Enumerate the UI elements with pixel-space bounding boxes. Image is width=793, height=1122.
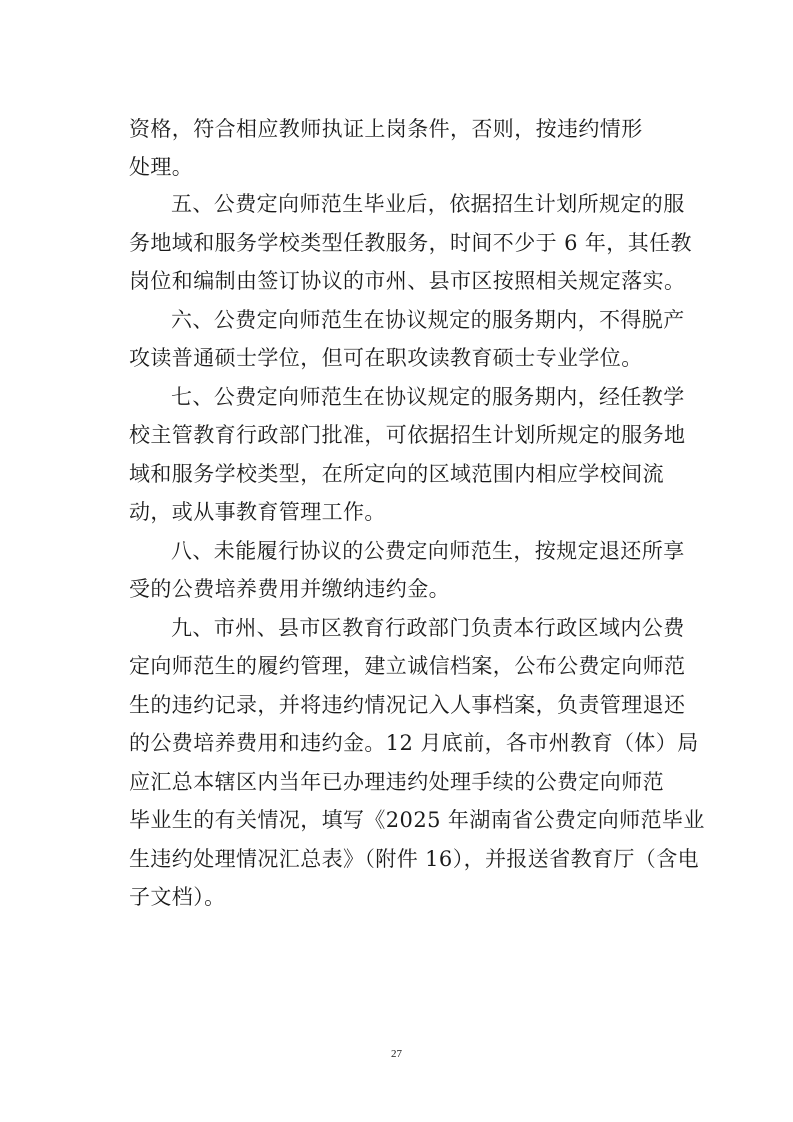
body-text-line: 子文档）。 bbox=[129, 885, 226, 909]
body-text-line: 的公费培养费用和违约金。12 月底前，各市州教育（体）局 bbox=[129, 731, 699, 755]
body-text-line: 资格，符合相应教师执证上岗条件，否则，按违约情形 bbox=[129, 117, 643, 141]
body-text-line: 定向师范生的履约管理，建立诚信档案，公布公费定向师范 bbox=[129, 654, 686, 678]
body-text-line: 域和服务学校类型，在所定向的区域范围内相应学校间流 bbox=[129, 462, 664, 486]
body-text-line: 受的公费培养费用并缴纳违约金。 bbox=[129, 577, 450, 601]
body-text-line: 攻读普通硕士学位，但可在职攻读教育硕士专业学位。 bbox=[129, 346, 643, 370]
body-text-line: 务地域和服务学校类型任教服务，时间不少于 6 年，其任教 bbox=[129, 231, 692, 255]
paragraph-8-start: 八、未能履行协议的公费定向师范生，按规定退还所享 bbox=[171, 539, 685, 563]
body-text-line: 毕业生的有关情况，填写《2025 年湖南省公费定向师范毕业 bbox=[129, 808, 705, 832]
body-text-line: 岗位和编制由签订协议的市州、县市区按照相关规定落实。 bbox=[129, 269, 686, 293]
body-text-line: 动，或从事教育管理工作。 bbox=[129, 500, 386, 524]
body-text-line: 应汇总本辖区内当年已办理违约处理手续的公费定向师范 bbox=[129, 770, 664, 794]
paragraph-6-start: 六、公费定向师范生在协议规定的服务期内，不得脱产 bbox=[171, 308, 685, 332]
body-text-line: 生的违约记录，并将违约情况记入人事档案，负责管理退还 bbox=[129, 693, 686, 717]
paragraph-9-start: 九、市州、县市区教育行政部门负责本行政区域内公费 bbox=[171, 616, 685, 640]
body-text-line: 生违约处理情况汇总表》（附件 16），并报送省教育厅（含电 bbox=[129, 847, 699, 871]
page-number: 27 bbox=[391, 1048, 402, 1060]
paragraph-7-start: 七、公费定向师范生在协议规定的服务期内，经任教学 bbox=[171, 385, 685, 409]
body-text-line: 校主管教育行政部门批准，可依据招生计划所规定的服务地 bbox=[129, 423, 686, 447]
body-text-line: 处理。 bbox=[129, 155, 194, 179]
paragraph-5-start: 五、公费定向师范生毕业后，依据招生计划所规定的服 bbox=[171, 192, 685, 216]
